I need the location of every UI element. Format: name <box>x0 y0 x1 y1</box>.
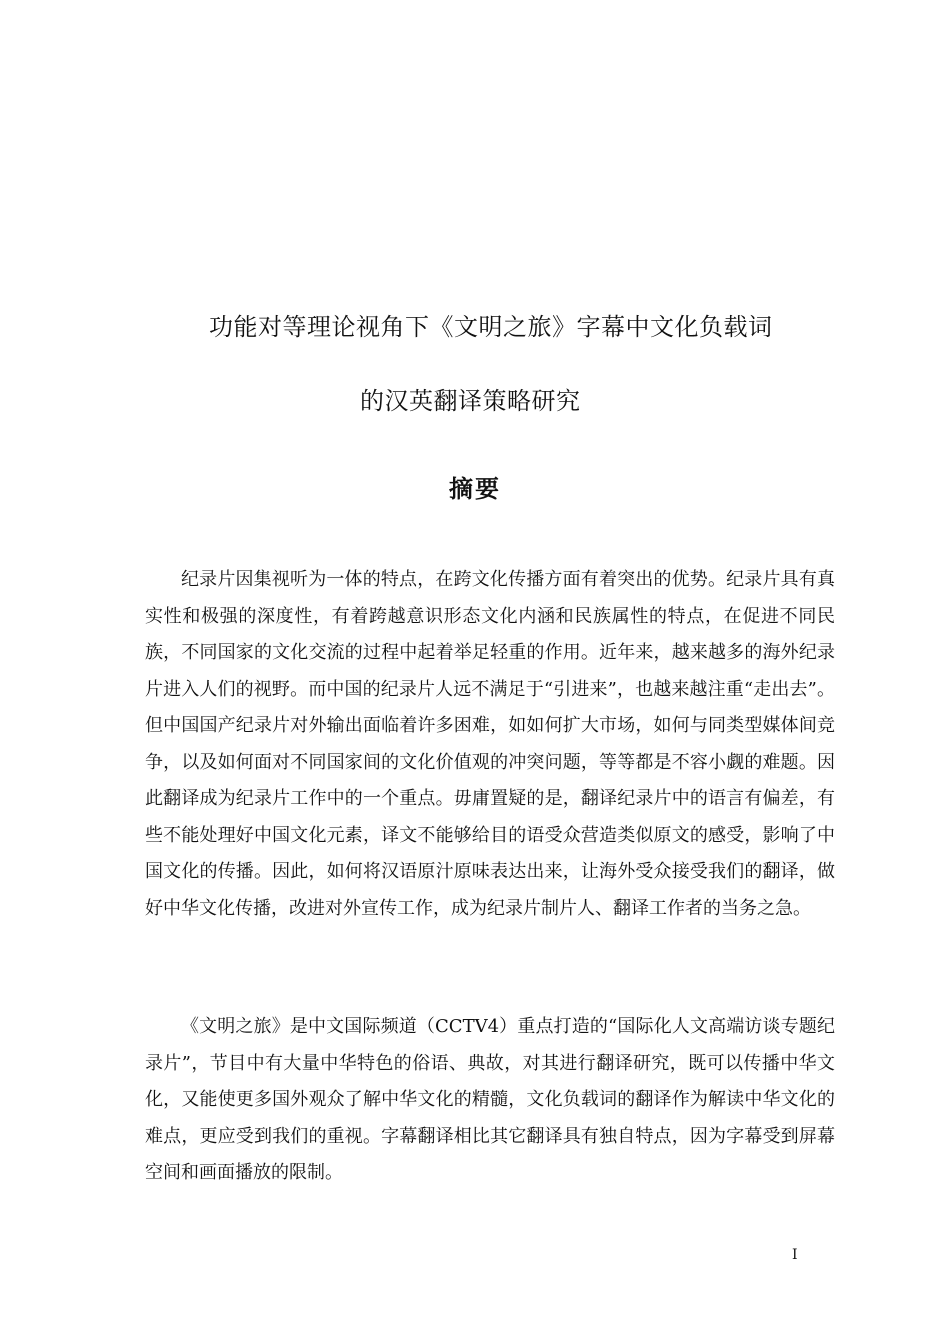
abstract-paragraph-2: 《文明之旅》是中文国际频道（CCTV4）重点打造的“国际化人文高端访谈专题纪录片”，节目中有大量中华特色的俗语、典故，对其进行翻译研究，既可以传播中华文化，又能使更多国外观众了解中华文化的精髓，文化负载词的翻译作为解读中华文化的难点，更应受到我们的重视。字幕翻译相比其它翻译具有独自特点，因为字幕受到屏幕空间和画面播放的限制。 <box>145 1016 835 1183</box>
abstract-paragraph-1: 纪录片因集视听为一体的特点，在跨文化传播方面有着突出的优势。纪录片具有真实性和极强的深度性，有着跨越意识形态文化内涵和民族属性的特点，在促进不同民族，不同国家的文化交流的过程中起着举足轻重的作用。近年来，越来越多的海外纪录片进入人们的视野。而中国的纪录片人远不满足于“引进来”，也越来越注重“走出去”。但中国国产纪录片对外输出面临着许多困难，如如何扩大市场，如何与同类型媒体间竞争，以及如何面对不同国家间的文化价值观的冲突问题，等等都是不容小觑的难题。因此翻译成为纪录片工作中的一个重点。毋庸置疑的是，翻译纪录片中的语言有偏差，有些不能处理好中国文化元素，译文不能够给目的语受众营造类似原文的感受，影响了中国文化的传播。因此，如何将汉语原汁原味表达出来，让海外受众接受我们的翻译，做好中华文化传播，改进对外宣传工作，成为纪录片制片人、翻译工作者的当务之急。 <box>145 569 835 919</box>
abstract-heading: 摘要 <box>449 474 501 503</box>
thesis-title-line-2: 的汉英翻译策略研究 <box>360 387 581 415</box>
thesis-title-line-1: 功能对等理论视角下《文明之旅》字幕中文化负载词 <box>209 313 773 341</box>
page-number: I <box>792 1247 798 1263</box>
